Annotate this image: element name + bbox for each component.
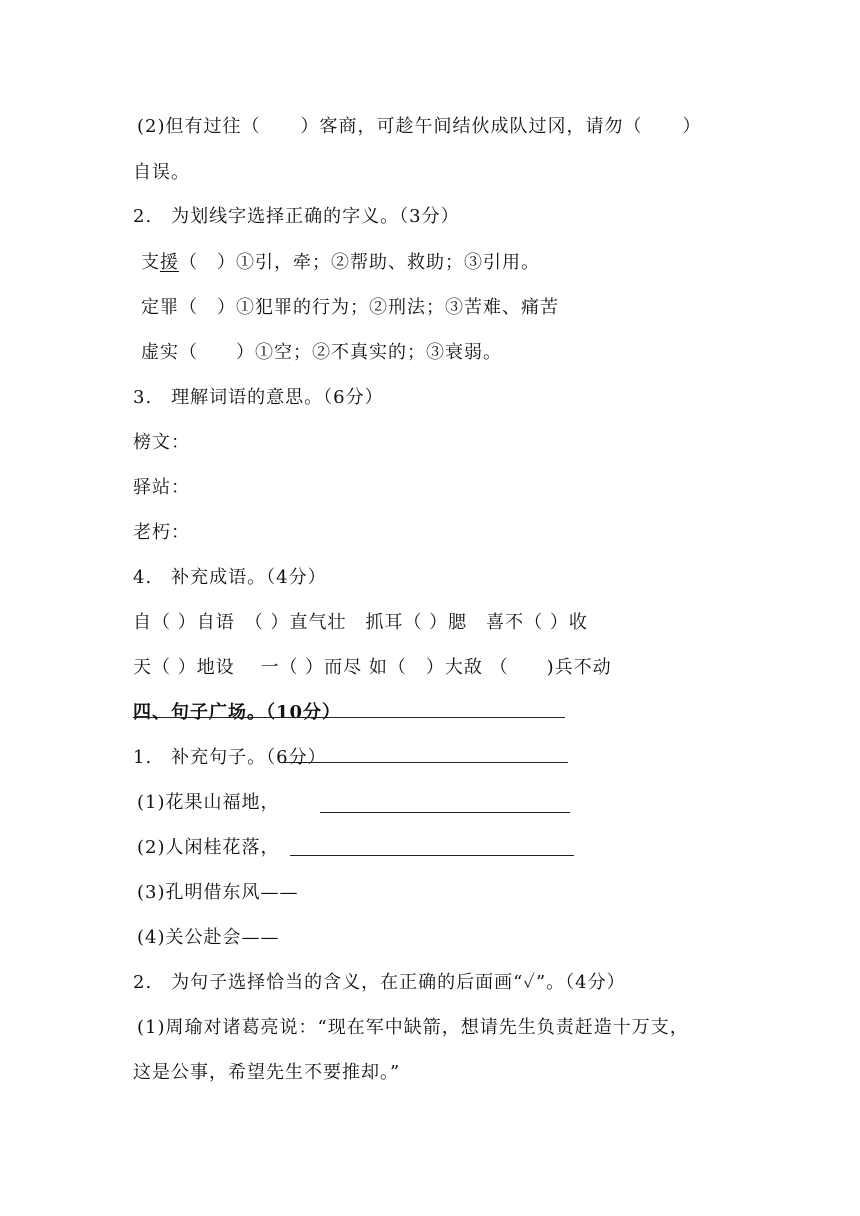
sentence-2: (2)人闲桂花落， (137, 837, 280, 858)
q2-title: 2. 为划线字选择正确的字义。（3分） (133, 206, 460, 227)
sentence-4: (4)关公赴会—— (137, 927, 280, 948)
heading-rule (133, 717, 565, 718)
sec4-q2-line-1: (1)周瑜对诸葛亮说：“现在军中缺箭，想请先生负责赶造十万支， (137, 1017, 689, 1038)
q3-word-2: 驿站： (133, 477, 190, 498)
sec4-q2-title: 2. 为句子选择恰当的含义，在正确的后面画“✓”。（4分） (133, 972, 626, 993)
q2-row1-word-a: 支 (141, 252, 160, 273)
q1-item2-continuation: 自误。 (133, 162, 190, 183)
answer-line[interactable] (290, 855, 574, 856)
sentence-1: (1)花果山福地， (137, 792, 280, 813)
q4-idiom-row-2: 天（ ）地设 一（ ）而尽 如（ ）大敌 （ )兵不动 (133, 657, 612, 678)
sec4-q2-line-2: 这是公事，希望先生不要推却。” (133, 1062, 401, 1083)
q4-title: 4. 补充成语。（4分） (133, 567, 327, 588)
answer-line[interactable] (280, 762, 568, 763)
q2-row-3: 虚实（ ）①空；②不真实的；③衰弱。 (141, 342, 502, 363)
underlined-char: 援 (160, 252, 179, 273)
q3-word-1: 榜文： (133, 432, 190, 453)
q1-item2-line (137, 115, 702, 139)
q1-item2-part-b: ）客商，可趁午间结伙成队过冈，请勿（ (300, 116, 643, 137)
sec4-q1-title: 1. 补充句子。（6分） (133, 747, 327, 768)
q2-row-1 (141, 251, 540, 275)
answer-line[interactable] (320, 812, 570, 813)
q4-idiom-row-1: 自（ ）自语 （ ）直气壮 抓耳（ ）腮 喜不（ ）收 (133, 612, 588, 633)
q3-title: 3. 理解词语的意思。（6分） (133, 387, 384, 408)
q3-word-3: 老朽： (133, 522, 190, 543)
q1-item2-part-a: (2)但有过往（ (137, 116, 261, 137)
section-heading: 四、句子广场。（10分） (133, 702, 342, 723)
q2-row1-options: （ ）①引，牵；②帮助、救助；③引用。 (179, 252, 540, 273)
sentence-3: (3)孔明借东风—— (137, 882, 299, 903)
q1-item2-part-c: ） (682, 116, 702, 137)
q2-row-2: 定罪（ ）①犯罪的行为；②刑法；③苦难、痛苦 (141, 297, 559, 318)
